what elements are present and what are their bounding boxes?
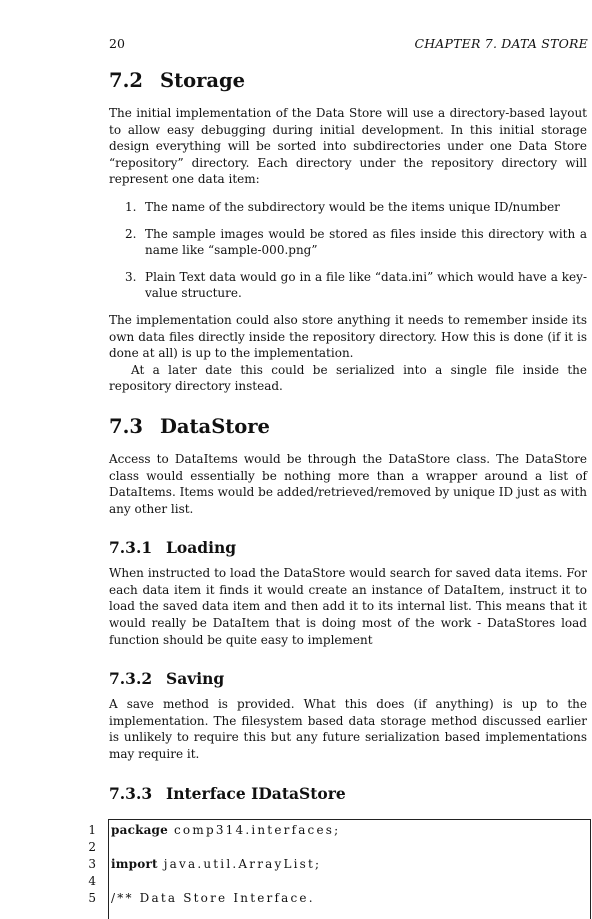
chapter-title: CHAPTER 7. DATA STORE: [414, 36, 588, 51]
line-number: 4: [88, 874, 96, 888]
line-number: 5: [88, 891, 96, 905]
code-comment: /** Data Store Interface.: [111, 891, 315, 905]
list-item: [109, 269, 587, 302]
list-item-number: 2.: [125, 226, 137, 241]
code-text: [111, 856, 321, 873]
list-item-number: 3.: [125, 269, 137, 284]
section-heading-7-2: [109, 66, 587, 96]
subsection-number: 7.3.3: [109, 783, 153, 803]
code-line: [0, 890, 592, 907]
code-keyword: package: [111, 823, 168, 837]
code-line: [0, 856, 592, 873]
datastore-paragraph: Access to DataItems would be through the DataStore class. The DataStore class would essentially be nothing more than a wrapper around a list of DataItems. Items would be added/retrieved/removed by unique ID just as with any other list.: [109, 451, 587, 516]
list-item: [109, 199, 587, 216]
code-line: [0, 839, 592, 856]
list-item-text: The name of the subdirectory would be the items unique ID/number: [145, 199, 560, 214]
code-rest: comp314.interfaces;: [168, 823, 341, 837]
subsection-title: Interface IDataStore: [166, 783, 346, 803]
storage-paragraph-1: The initial implementation of the Data Store will use a directory-based layout to allow easy debugging during initial development. In this initial storage design everything will be sorted into subdirectories under one Data Store “repository” directory. Each directory under the repository directory will represent one data item:: [109, 106, 587, 187]
storage-paragraph-2: The implementation could also store anything it needs to remember inside its own data files directly inside the repository directory. How this is done (if it is done at all) is up to the implementation.: [109, 312, 587, 361]
code-keyword: import: [111, 857, 158, 871]
saving-paragraph: A save method is provided. What this does (if anything) is up to the implementation. The filesystem based data storage method discussed earlier is unlikely to require this but any future serialization based implementations may require it.: [109, 697, 587, 762]
line-number: 3: [88, 857, 96, 871]
subsection-heading-7-3-1: [109, 536, 587, 560]
list-item-text: The sample images would be stored as files inside this directory with a name like “sample-000.png”: [145, 226, 587, 258]
subsection-title: Saving: [166, 669, 225, 689]
code-rest: java.util.ArrayList;: [157, 857, 322, 871]
storage-paragraph-3: At a later date this could be serialized into a single file inside the repository directory instead.: [109, 362, 587, 394]
section-number: 7.2: [109, 69, 143, 92]
subsection-number: 7.3.1: [109, 538, 153, 558]
main-content: [109, 66, 587, 806]
list-item-text: Plain Text data would go in a file like “data.ini” which would have a key-value structure.: [145, 269, 587, 301]
subsection-title: Loading: [166, 538, 237, 558]
running-header: [109, 36, 588, 51]
page-number: 20: [109, 36, 125, 51]
line-number: 1: [88, 823, 96, 837]
loading-paragraph: When instructed to load the DataStore would search for saved data items. For each data item it finds it would create an instance of DataItem, instruct it to load the saved data item and then add it to its internal list. This means that it would really be DataItem that is doing most of the work - DataStores load function should be quite easy to implement: [109, 566, 587, 647]
section-number: 7.3: [109, 414, 143, 438]
list-item-number: 1.: [125, 199, 137, 214]
list-item: [109, 226, 587, 259]
subsection-number: 7.3.2: [109, 669, 153, 689]
subsection-heading-7-3-3: [109, 782, 587, 806]
line-number: 2: [88, 840, 96, 854]
code-text: [111, 822, 340, 839]
section-heading-7-3: [109, 412, 587, 442]
section-title: DataStore: [160, 414, 270, 438]
section-title: Storage: [160, 69, 246, 92]
storage-list: [109, 199, 587, 302]
code-line: [0, 873, 592, 890]
subsection-heading-7-3-2: [109, 667, 587, 691]
code-line: [0, 822, 592, 839]
